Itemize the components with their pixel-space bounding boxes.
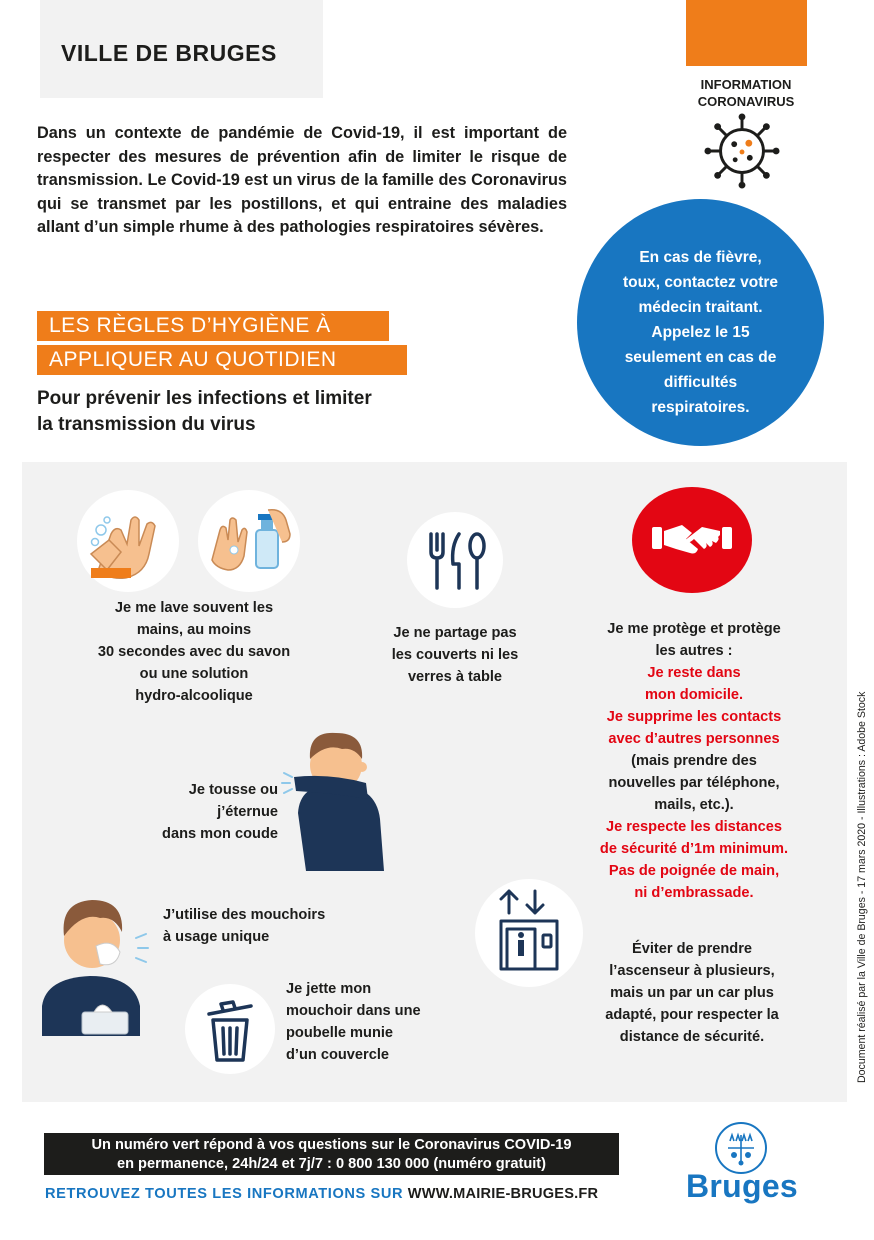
cutlery-icon <box>407 512 503 608</box>
cough-line: Je tousse ou <box>188 782 278 798</box>
hotline-line1: Un numéro vert répond à vos questions sur le Coronavirus COVID-19 <box>91 1137 572 1153</box>
protect-line: (mais prendre des <box>631 753 757 769</box>
tissue-caption <box>163 904 393 948</box>
protect-red-line: mon domicile. <box>644 687 744 703</box>
bin-line: mouchoir dans une <box>286 1003 421 1019</box>
protect-red-line: ni d’embrassade. <box>634 885 754 901</box>
elevator-caption <box>566 938 818 1048</box>
cutlery-line: les couverts ni les <box>391 647 519 663</box>
fever-line: Appelez le 15 <box>651 324 750 341</box>
illustration-credit: Document réalisé par la Ville de Bruges - 17 mars 2020 - Illustrations : Adobe Stock <box>856 691 868 1083</box>
hotline-line2: en permanence, 24h/24 et 7j/7 : 0 800 130 000 (numéro gratuit) <box>116 1155 547 1172</box>
handshake-icon <box>632 487 752 593</box>
cutlery-line: Je ne partage pas <box>393 625 517 641</box>
info-title-line2: CORONAVIRUS <box>697 94 795 109</box>
wash-line: mains, au moins <box>136 622 252 638</box>
rules-title-line1: LES RÈGLES D’HYGIÈNE À <box>37 311 389 341</box>
orange-header-bar <box>686 0 807 66</box>
protect-red-line: Pas de poignée de main, <box>608 863 780 879</box>
elevator-line: adapté, pour respecter la <box>605 1007 779 1023</box>
protect-line: nouvelles par téléphone, <box>608 775 780 791</box>
info-title-line1: INFORMATION <box>700 77 792 92</box>
elevator-line: l’ascenseur à plusieurs, <box>609 963 775 979</box>
tissue-line: J’utilise des mouchoirs <box>163 907 326 923</box>
sanitizer-icon <box>198 490 300 592</box>
bin-line: Je jette mon <box>286 981 372 997</box>
elevator-line: Éviter de prendre <box>631 941 753 957</box>
retrouvez-label: RETROUVEZ TOUTES LES INFORMATIONS SUR <box>45 1186 404 1202</box>
protect-red-line: Je respecte les distances <box>605 819 783 835</box>
protect-red-line: avec d’autres personnes <box>608 731 780 747</box>
rules-title-line2: APPLIQUER AU QUOTIDIEN <box>37 345 407 375</box>
protect-red-line: Je supprime les contacts <box>606 709 782 725</box>
subtitle-line2: la transmission du virus <box>37 414 256 435</box>
fever-line: seulement en cas de <box>624 349 777 366</box>
information-coronavirus-title <box>672 76 820 110</box>
protect-line: les autres : <box>655 643 733 659</box>
hotline-text <box>44 1136 619 1173</box>
elevator-line: distance de sécurité. <box>619 1029 765 1045</box>
bruges-crest-icon <box>714 1121 768 1175</box>
rules-subtitle <box>37 386 507 438</box>
wash-line: hydro-alcoolique <box>135 688 253 704</box>
hand-washing-icon <box>77 490 179 592</box>
website-link[interactable]: WWW.MAIRIE-BRUGES.FR <box>407 1186 599 1202</box>
protect-line: Je me protège et protège <box>607 621 781 637</box>
trash-bin-icon <box>185 984 275 1074</box>
intro-paragraph: Dans un contexte de pandémie de Covid-19, il est important de respecter des mesures de prévention afin de limiter le risque de transmission. Le Covid-19 est un virus de la famille des Coronavirus qui se transmet par les postillons, et qui entraine des maladies allant d’un simple rhume à des pathologies respiratoires sévères. <box>37 124 567 237</box>
protect-line: mails, etc.). <box>654 797 734 813</box>
cough-line: j’éternue <box>217 804 278 820</box>
tissue-icon <box>42 886 154 1046</box>
fever-line: respiratoires. <box>651 399 750 416</box>
fever-line: En cas de fièvre, <box>639 249 762 266</box>
wash-line: 30 secondes avec du savon <box>97 644 291 660</box>
fever-advice-text <box>590 245 811 420</box>
elevator-line: mais un par un car plus <box>610 985 774 1001</box>
cutlery-line: verres à table <box>407 669 503 685</box>
wash-line: Je me lave souvent les <box>114 600 274 616</box>
fever-line: difficultés <box>663 374 738 391</box>
bruges-logo-word: Bruges <box>685 1168 799 1204</box>
subtitle-line1: Pour prévenir les infections et limiter <box>37 388 372 409</box>
website-line <box>45 1186 598 1202</box>
protect-red-line: Je reste dans <box>647 665 741 681</box>
bin-line: d’un couvercle <box>286 1047 389 1063</box>
protect-caption <box>566 618 822 904</box>
cough-line: dans mon coude <box>162 826 278 842</box>
cough-caption <box>110 779 278 845</box>
virus-icon <box>703 112 781 190</box>
bin-line: poubelle munie <box>286 1025 394 1041</box>
wash-hands-caption <box>52 597 336 707</box>
cough-elbow-icon <box>280 723 390 871</box>
fever-line: médecin traitant. <box>638 299 763 316</box>
bin-caption <box>286 978 486 1066</box>
fever-line: toux, contactez votre <box>622 274 779 291</box>
ville-title: VILLE DE BRUGES <box>61 40 277 66</box>
cutlery-caption <box>355 622 555 688</box>
protect-red-line: de sécurité d’1m minimum. <box>599 841 789 857</box>
wash-line: ou une solution <box>139 666 249 682</box>
tissue-line: à usage unique <box>163 929 270 945</box>
